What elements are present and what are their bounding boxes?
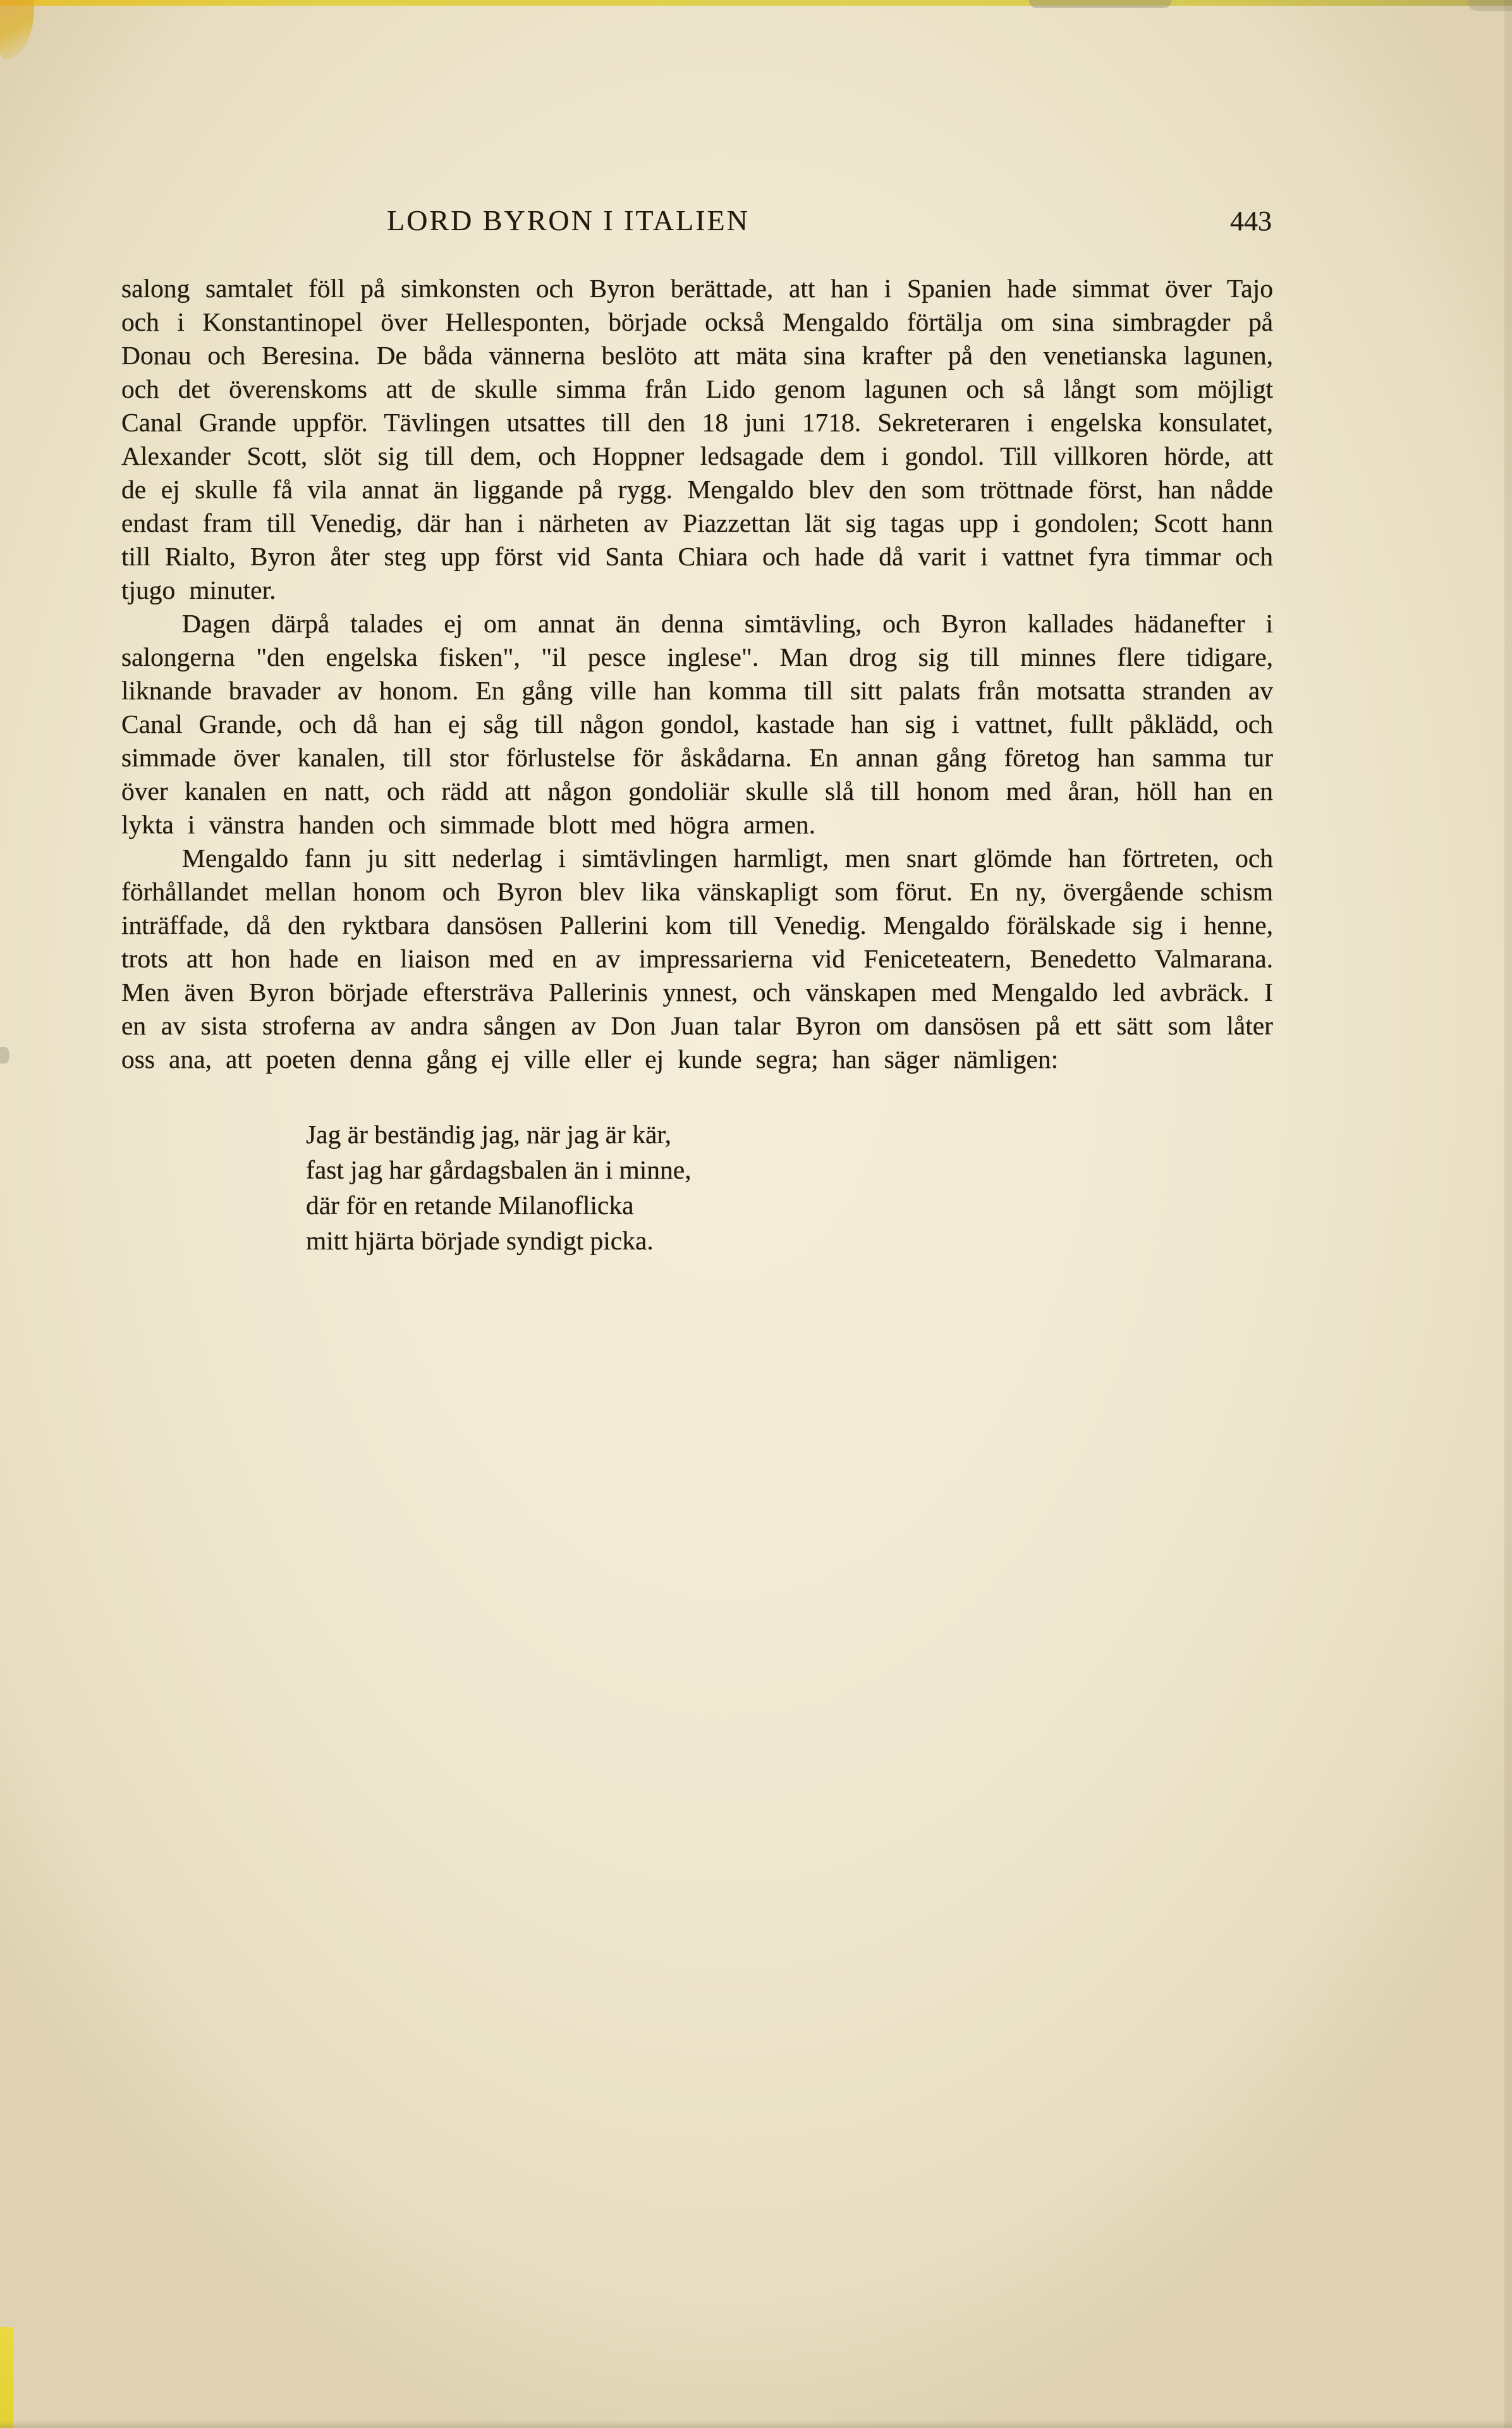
paragraph-2: Dagen därpå talades ej om annat än denna simtävling, och Byron kallades hädanefter i salongerna "den engelska fisken", "il pesce inglese". Man drog sig till minnes flere tidigare, liknande bravader av honom. En gång ville han komma till sitt palats från motsatta stranden av Canal Grande, och då han ej såg till någon gondol, kastade han sig i vattnet, fullt påklädd, och simmade över kanalen, till stor förlustelse för åskådarna. En annan gång företog han samma tur över kanalen en natt, och rädd att någon gondoliär skulle slå till honom med åran, höll han en lykta i vänstra handen och simmade blott med högra armen. <box>121 609 1273 839</box>
paragraph-1: salong samtalet föll på simkonsten och Byron berättade, att han i Spanien hade simmat över Tajo och i Konstantinopel över Hellesponten, började också Mengaldo förtälja om sina simbragder på Donau och Beresina. De båda vännerna beslöto att mäta sina krafter på den venetianska lagunen, och det överenskoms att de skulle simma från Lido genom lagunen och så långt som möjligt Canal Grande uppför. Tävlingen utsattes till den 18 juni 1718. Sekreteraren i engelska konsulatet, Alexander Scott, slöt sig till dem, och Hoppner ledsagade dem i gondol. Till villkoren hörde, att de ej skulle få vila annat än liggande på rygg. Mengaldo blev den som tröttnade först, han nådde endast fram till Venedig, där han i närheten av Piazzettan lät sig tagas upp i gondolen; Scott hann till Rialto, Byron åter steg upp först vid Santa Chiara och hade då varit i vattnet fyra timmar och tjugo minuter. <box>121 274 1273 604</box>
poem-line-4: mitt hjärta började syndigt picka. <box>306 1226 654 1255</box>
scan-artifact-top-strip <box>0 0 1512 6</box>
scan-artifact-right-edge <box>1504 0 1512 2428</box>
text-block <box>121 204 1273 1258</box>
poem-line-1: Jag är beständig jag, när jag är kär, <box>306 1120 671 1149</box>
paragraph-3: Mengaldo fann ju sitt nederlag i simtävlingen harmligt, men snart glömde han förtreten, och förhållandet mellan honom och Byron blev lika vänskapligt som förut. En ny, övergående schism inträffade, då den ryktbara dansösen Pallerini kom till Venedig. Mengaldo förälskade sig i henne, trots att hon hade en liaison med en av impressarierna vid Feniceteatern, Benedetto Valmarana. Men även Byron började eftersträva Pallerinis ynnest, och vänskapen med Mengaldo led avbräck. I en av sista stroferna av andra sången av Don Juan talar Byron om dansösen på ett sätt som låter oss ana, att poeten denna gång ej ville eller ej kunde segra; han säger nämligen: <box>121 843 1273 1074</box>
scan-artifact-top-right-smudge <box>1029 0 1171 8</box>
running-header-title: LORD BYRON I ITALIEN <box>387 204 750 236</box>
poem-line-2: fast jag har gårdagsbalen än i minne, <box>306 1155 692 1184</box>
scan-artifact-left-mid-smudge <box>0 1047 9 1064</box>
body-text <box>121 272 1273 1076</box>
scan-artifact-top-far-right <box>1468 0 1512 11</box>
poem-quote <box>306 1117 1273 1258</box>
scan-artifact-bottom-left-strip <box>0 2327 13 2428</box>
page-header <box>121 204 1273 243</box>
scan-artifact-bottom-edge <box>0 2420 1512 2428</box>
poem-line-3: där för en retande Milanoflicka <box>306 1191 634 1220</box>
page-number: 443 <box>1230 205 1272 236</box>
scan-artifact-top-left-corner <box>0 0 34 59</box>
